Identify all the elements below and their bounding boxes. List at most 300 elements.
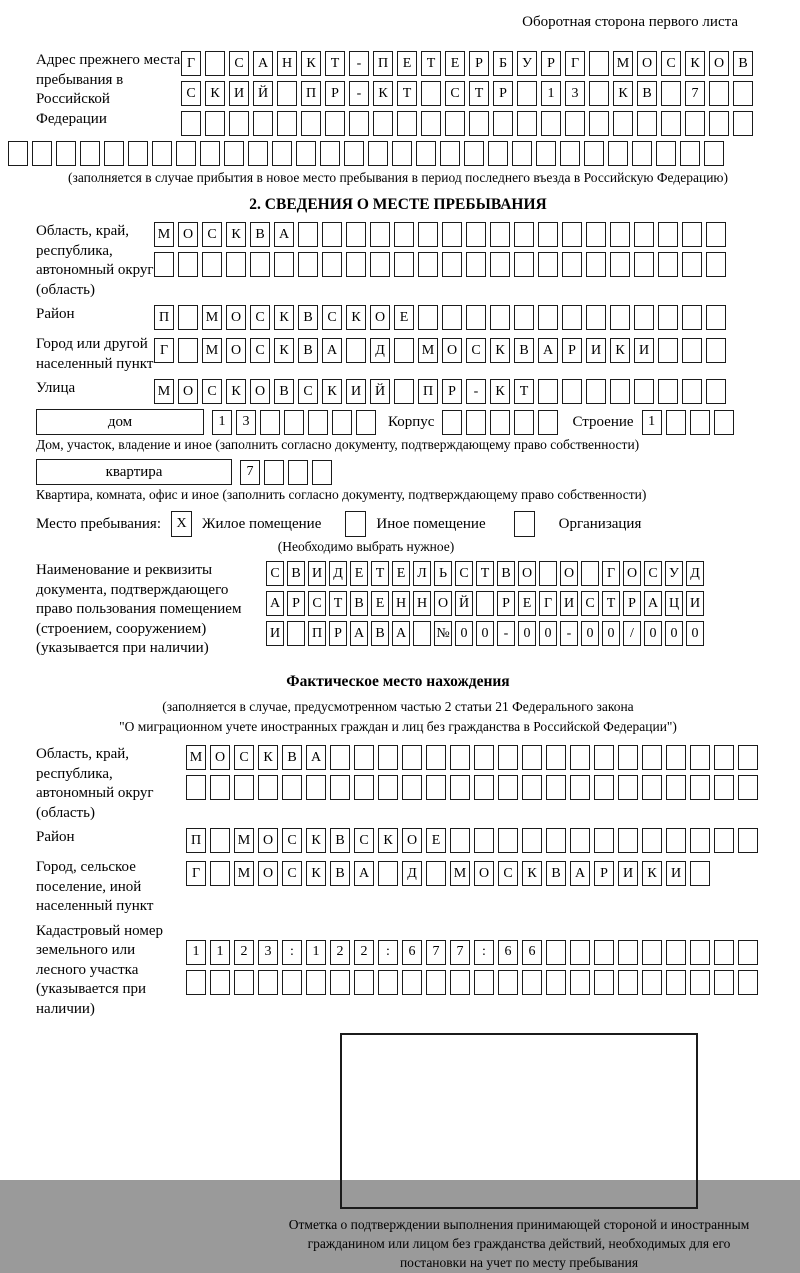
char-cell[interactable]: [346, 222, 366, 247]
char-cell[interactable]: 0: [665, 621, 683, 646]
char-cell[interactable]: О: [709, 51, 729, 76]
char-cell[interactable]: [608, 141, 628, 166]
char-cell[interactable]: [514, 252, 534, 277]
char-cell[interactable]: Й: [455, 591, 473, 616]
char-cell[interactable]: [421, 81, 441, 106]
char-cell[interactable]: [584, 141, 604, 166]
char-cell[interactable]: С: [298, 379, 318, 404]
char-cell[interactable]: Т: [476, 561, 494, 586]
char-cell[interactable]: [618, 745, 638, 770]
char-cell[interactable]: С: [202, 222, 222, 247]
char-cell[interactable]: И: [618, 861, 638, 886]
char-cell[interactable]: С: [250, 338, 270, 363]
char-cell[interactable]: [250, 252, 270, 277]
char-cell[interactable]: Й: [370, 379, 390, 404]
char-cell[interactable]: П: [373, 51, 393, 76]
char-cell[interactable]: [418, 252, 438, 277]
char-cell[interactable]: Р: [287, 591, 305, 616]
char-cell[interactable]: Р: [329, 621, 347, 646]
char-cell[interactable]: [680, 141, 700, 166]
char-cell[interactable]: [536, 141, 556, 166]
char-cell[interactable]: [277, 111, 297, 136]
char-cell[interactable]: [325, 111, 345, 136]
char-cell[interactable]: К: [205, 81, 225, 106]
char-cell[interactable]: [426, 745, 446, 770]
char-cell[interactable]: К: [306, 861, 326, 886]
char-cell[interactable]: [370, 222, 390, 247]
char-cell[interactable]: [426, 970, 446, 995]
char-cell[interactable]: [474, 828, 494, 853]
char-cell[interactable]: О: [258, 828, 278, 853]
char-cell[interactable]: Н: [277, 51, 297, 76]
char-cell[interactable]: [546, 775, 566, 800]
char-cell[interactable]: -: [349, 51, 369, 76]
char-cell[interactable]: А: [570, 861, 590, 886]
char-cell[interactable]: Д: [370, 338, 390, 363]
char-cell[interactable]: И: [686, 591, 704, 616]
char-cell[interactable]: [394, 338, 414, 363]
char-cell[interactable]: 3: [565, 81, 585, 106]
char-cell[interactable]: [565, 111, 585, 136]
char-cell[interactable]: С: [202, 379, 222, 404]
char-cell[interactable]: [402, 745, 422, 770]
char-cell[interactable]: [586, 222, 606, 247]
char-cell[interactable]: [538, 410, 558, 435]
char-cell[interactable]: [690, 940, 710, 965]
char-cell[interactable]: [370, 252, 390, 277]
char-cell[interactable]: [685, 111, 705, 136]
char-cell[interactable]: К: [274, 338, 294, 363]
char-cell[interactable]: А: [322, 338, 342, 363]
char-cell[interactable]: [522, 775, 542, 800]
char-cell[interactable]: О: [178, 379, 198, 404]
char-cell[interactable]: -: [560, 621, 578, 646]
char-cell[interactable]: П: [301, 81, 321, 106]
char-cell[interactable]: [706, 305, 726, 330]
char-cell[interactable]: М: [418, 338, 438, 363]
char-cell[interactable]: [514, 410, 534, 435]
char-cell[interactable]: Р: [493, 81, 513, 106]
char-cell[interactable]: О: [623, 561, 641, 586]
char-cell[interactable]: П: [186, 828, 206, 853]
char-cell[interactable]: 7: [685, 81, 705, 106]
char-cell[interactable]: И: [266, 621, 284, 646]
char-cell[interactable]: Ь: [434, 561, 452, 586]
char-cell[interactable]: [282, 970, 302, 995]
char-cell[interactable]: 2: [330, 940, 350, 965]
char-cell[interactable]: [498, 745, 518, 770]
char-cell[interactable]: [522, 970, 542, 995]
char-cell[interactable]: 6: [498, 940, 518, 965]
char-cell[interactable]: [634, 305, 654, 330]
char-cell[interactable]: [610, 222, 630, 247]
char-cell[interactable]: С: [266, 561, 284, 586]
char-cell[interactable]: [658, 379, 678, 404]
char-cell[interactable]: №: [434, 621, 452, 646]
char-cell[interactable]: С: [181, 81, 201, 106]
char-cell[interactable]: [642, 745, 662, 770]
char-cell[interactable]: [248, 141, 268, 166]
char-cell[interactable]: К: [301, 51, 321, 76]
char-cell[interactable]: [260, 410, 280, 435]
char-cell[interactable]: [466, 410, 486, 435]
char-cell[interactable]: [706, 338, 726, 363]
checkbox-zhiloe[interactable]: X: [171, 511, 192, 537]
char-cell[interactable]: [658, 222, 678, 247]
char-cell[interactable]: :: [282, 940, 302, 965]
char-cell[interactable]: [394, 379, 414, 404]
char-cell[interactable]: [498, 775, 518, 800]
char-cell[interactable]: [594, 775, 614, 800]
char-cell[interactable]: [392, 141, 412, 166]
char-cell[interactable]: [378, 861, 398, 886]
char-cell[interactable]: М: [450, 861, 470, 886]
char-cell[interactable]: 1: [186, 940, 206, 965]
char-cell[interactable]: [394, 252, 414, 277]
char-cell[interactable]: Д: [329, 561, 347, 586]
char-cell[interactable]: [205, 51, 225, 76]
char-cell[interactable]: [661, 111, 681, 136]
char-cell[interactable]: [178, 252, 198, 277]
char-cell[interactable]: Г: [539, 591, 557, 616]
char-cell[interactable]: [229, 111, 249, 136]
char-cell[interactable]: -: [349, 81, 369, 106]
char-cell[interactable]: 0: [455, 621, 473, 646]
char-cell[interactable]: [706, 379, 726, 404]
char-cell[interactable]: С: [644, 561, 662, 586]
char-cell[interactable]: О: [258, 861, 278, 886]
char-cell[interactable]: [272, 141, 292, 166]
char-cell[interactable]: [666, 775, 686, 800]
char-cell[interactable]: Е: [392, 561, 410, 586]
char-cell[interactable]: [522, 745, 542, 770]
char-cell[interactable]: [589, 51, 609, 76]
char-cell[interactable]: [570, 775, 590, 800]
char-cell[interactable]: [714, 970, 734, 995]
char-cell[interactable]: 0: [644, 621, 662, 646]
char-cell[interactable]: К: [322, 379, 342, 404]
char-cell[interactable]: 6: [522, 940, 542, 965]
char-cell[interactable]: К: [274, 305, 294, 330]
char-cell[interactable]: В: [371, 621, 389, 646]
char-cell[interactable]: С: [308, 591, 326, 616]
char-cell[interactable]: [322, 252, 342, 277]
char-cell[interactable]: П: [154, 305, 174, 330]
char-cell[interactable]: [128, 141, 148, 166]
char-cell[interactable]: [490, 410, 510, 435]
char-cell[interactable]: К: [522, 861, 542, 886]
char-cell[interactable]: [546, 970, 566, 995]
char-cell[interactable]: М: [154, 379, 174, 404]
char-cell[interactable]: 3: [236, 410, 256, 435]
char-cell[interactable]: [277, 81, 297, 106]
char-cell[interactable]: К: [610, 338, 630, 363]
char-cell[interactable]: 6: [402, 940, 422, 965]
char-cell[interactable]: [733, 111, 753, 136]
char-cell[interactable]: [594, 940, 614, 965]
char-cell[interactable]: В: [350, 591, 368, 616]
char-cell[interactable]: [284, 410, 304, 435]
char-cell[interactable]: О: [178, 222, 198, 247]
char-cell[interactable]: К: [613, 81, 633, 106]
char-cell[interactable]: К: [258, 745, 278, 770]
char-cell[interactable]: [512, 141, 532, 166]
char-cell[interactable]: В: [287, 561, 305, 586]
char-cell[interactable]: [666, 745, 686, 770]
char-cell[interactable]: [514, 222, 534, 247]
char-cell[interactable]: [738, 970, 758, 995]
char-cell[interactable]: :: [378, 940, 398, 965]
char-cell[interactable]: [517, 81, 537, 106]
char-cell[interactable]: 1: [212, 410, 232, 435]
char-cell[interactable]: [690, 861, 710, 886]
char-cell[interactable]: [618, 775, 638, 800]
char-cell[interactable]: [490, 305, 510, 330]
char-cell[interactable]: [546, 745, 566, 770]
char-cell[interactable]: [666, 970, 686, 995]
char-cell[interactable]: [642, 970, 662, 995]
char-cell[interactable]: [570, 970, 590, 995]
char-cell[interactable]: [738, 775, 758, 800]
char-cell[interactable]: [690, 775, 710, 800]
char-cell[interactable]: К: [226, 222, 246, 247]
char-cell[interactable]: [56, 141, 76, 166]
char-cell[interactable]: К: [226, 379, 246, 404]
char-cell[interactable]: К: [490, 379, 510, 404]
char-cell[interactable]: [714, 410, 734, 435]
char-cell[interactable]: [80, 141, 100, 166]
char-cell[interactable]: [466, 305, 486, 330]
char-cell[interactable]: [690, 745, 710, 770]
char-cell[interactable]: [378, 970, 398, 995]
char-cell[interactable]: [539, 561, 557, 586]
char-cell[interactable]: [682, 379, 702, 404]
char-cell[interactable]: [706, 252, 726, 277]
char-cell[interactable]: М: [154, 222, 174, 247]
char-cell[interactable]: И: [346, 379, 366, 404]
char-cell[interactable]: [354, 775, 374, 800]
char-cell[interactable]: [181, 111, 201, 136]
char-cell[interactable]: О: [474, 861, 494, 886]
char-cell[interactable]: Е: [426, 828, 446, 853]
char-cell[interactable]: [104, 141, 124, 166]
char-cell[interactable]: И: [560, 591, 578, 616]
char-cell[interactable]: [714, 745, 734, 770]
char-cell[interactable]: [421, 111, 441, 136]
char-cell[interactable]: [714, 940, 734, 965]
char-cell[interactable]: [378, 775, 398, 800]
char-cell[interactable]: [418, 222, 438, 247]
char-cell[interactable]: [287, 621, 305, 646]
char-cell[interactable]: [469, 111, 489, 136]
char-cell[interactable]: А: [350, 621, 368, 646]
char-cell[interactable]: [152, 141, 172, 166]
char-cell[interactable]: [738, 745, 758, 770]
char-cell[interactable]: Й: [253, 81, 273, 106]
char-cell[interactable]: С: [322, 305, 342, 330]
char-cell[interactable]: [354, 745, 374, 770]
char-cell[interactable]: [274, 252, 294, 277]
char-cell[interactable]: 0: [686, 621, 704, 646]
char-cell[interactable]: [610, 252, 630, 277]
char-cell[interactable]: С: [466, 338, 486, 363]
char-cell[interactable]: [442, 305, 462, 330]
char-cell[interactable]: 7: [426, 940, 446, 965]
char-cell[interactable]: [450, 775, 470, 800]
char-cell[interactable]: 3: [258, 940, 278, 965]
char-cell[interactable]: Т: [514, 379, 534, 404]
char-cell[interactable]: С: [455, 561, 473, 586]
char-cell[interactable]: [562, 222, 582, 247]
char-cell[interactable]: [637, 111, 657, 136]
char-cell[interactable]: Т: [421, 51, 441, 76]
char-cell[interactable]: [658, 252, 678, 277]
char-cell[interactable]: [632, 141, 652, 166]
char-cell[interactable]: [490, 252, 510, 277]
char-cell[interactable]: С: [234, 745, 254, 770]
char-cell[interactable]: [560, 141, 580, 166]
char-cell[interactable]: В: [330, 828, 350, 853]
char-cell[interactable]: [210, 970, 230, 995]
char-cell[interactable]: -: [497, 621, 515, 646]
char-cell[interactable]: [349, 111, 369, 136]
char-cell[interactable]: [288, 460, 308, 485]
char-cell[interactable]: [344, 141, 364, 166]
char-cell[interactable]: А: [538, 338, 558, 363]
char-cell[interactable]: 2: [354, 940, 374, 965]
char-cell[interactable]: Т: [371, 561, 389, 586]
char-cell[interactable]: Р: [442, 379, 462, 404]
char-cell[interactable]: К: [346, 305, 366, 330]
char-cell[interactable]: [642, 940, 662, 965]
char-cell[interactable]: [634, 222, 654, 247]
char-cell[interactable]: [356, 410, 376, 435]
char-cell[interactable]: [178, 305, 198, 330]
char-cell[interactable]: [8, 141, 28, 166]
char-cell[interactable]: С: [250, 305, 270, 330]
char-cell[interactable]: [301, 111, 321, 136]
char-cell[interactable]: [589, 111, 609, 136]
char-cell[interactable]: [656, 141, 676, 166]
char-cell[interactable]: Л: [413, 561, 431, 586]
char-cell[interactable]: [298, 252, 318, 277]
char-cell[interactable]: [690, 410, 710, 435]
char-cell[interactable]: [282, 775, 302, 800]
char-cell[interactable]: [373, 111, 393, 136]
char-cell[interactable]: [498, 828, 518, 853]
char-cell[interactable]: [682, 338, 702, 363]
char-cell[interactable]: -: [466, 379, 486, 404]
char-cell[interactable]: 1: [541, 81, 561, 106]
char-cell[interactable]: В: [637, 81, 657, 106]
char-cell[interactable]: [682, 305, 702, 330]
char-cell[interactable]: [298, 222, 318, 247]
char-cell[interactable]: В: [298, 338, 318, 363]
char-cell[interactable]: [538, 379, 558, 404]
char-cell[interactable]: [642, 775, 662, 800]
char-cell[interactable]: [354, 970, 374, 995]
char-cell[interactable]: [690, 828, 710, 853]
char-cell[interactable]: [488, 141, 508, 166]
char-cell[interactable]: [682, 252, 702, 277]
char-cell[interactable]: В: [733, 51, 753, 76]
char-cell[interactable]: К: [306, 828, 326, 853]
char-cell[interactable]: Н: [413, 591, 431, 616]
char-cell[interactable]: Е: [371, 591, 389, 616]
char-cell[interactable]: [308, 410, 328, 435]
char-cell[interactable]: [464, 141, 484, 166]
char-cell[interactable]: Р: [594, 861, 614, 886]
char-cell[interactable]: [581, 561, 599, 586]
char-cell[interactable]: [154, 252, 174, 277]
char-cell[interactable]: [714, 775, 734, 800]
char-cell[interactable]: О: [442, 338, 462, 363]
char-cell[interactable]: [541, 111, 561, 136]
char-cell[interactable]: В: [282, 745, 302, 770]
char-cell[interactable]: С: [498, 861, 518, 886]
char-cell[interactable]: [445, 111, 465, 136]
char-cell[interactable]: [570, 745, 590, 770]
char-cell[interactable]: [666, 410, 686, 435]
char-cell[interactable]: [440, 141, 460, 166]
char-cell[interactable]: [210, 828, 230, 853]
char-cell[interactable]: [402, 775, 422, 800]
char-cell[interactable]: [570, 940, 590, 965]
char-cell[interactable]: [450, 970, 470, 995]
char-cell[interactable]: 0: [518, 621, 536, 646]
char-cell[interactable]: [538, 305, 558, 330]
char-cell[interactable]: [178, 338, 198, 363]
char-cell[interactable]: [613, 111, 633, 136]
char-cell[interactable]: [234, 775, 254, 800]
char-cell[interactable]: А: [306, 745, 326, 770]
char-cell[interactable]: И: [229, 81, 249, 106]
char-cell[interactable]: [514, 305, 534, 330]
char-cell[interactable]: О: [637, 51, 657, 76]
char-cell[interactable]: [642, 828, 662, 853]
char-cell[interactable]: [202, 252, 222, 277]
char-cell[interactable]: 1: [210, 940, 230, 965]
char-cell[interactable]: [234, 970, 254, 995]
char-cell[interactable]: [474, 970, 494, 995]
char-cell[interactable]: Г: [186, 861, 206, 886]
char-cell[interactable]: [330, 745, 350, 770]
char-cell[interactable]: [706, 222, 726, 247]
char-cell[interactable]: С: [229, 51, 249, 76]
char-cell[interactable]: У: [517, 51, 537, 76]
char-cell[interactable]: И: [586, 338, 606, 363]
char-cell[interactable]: [426, 861, 446, 886]
char-cell[interactable]: 0: [602, 621, 620, 646]
char-cell[interactable]: А: [266, 591, 284, 616]
char-cell[interactable]: [320, 141, 340, 166]
char-cell[interactable]: В: [250, 222, 270, 247]
char-cell[interactable]: Е: [350, 561, 368, 586]
char-cell[interactable]: О: [560, 561, 578, 586]
char-cell[interactable]: В: [298, 305, 318, 330]
char-cell[interactable]: [570, 828, 590, 853]
char-cell[interactable]: [466, 222, 486, 247]
char-cell[interactable]: Р: [541, 51, 561, 76]
char-cell[interactable]: [176, 141, 196, 166]
char-cell[interactable]: [517, 111, 537, 136]
char-cell[interactable]: 0: [539, 621, 557, 646]
char-cell[interactable]: [538, 222, 558, 247]
char-cell[interactable]: О: [518, 561, 536, 586]
char-cell[interactable]: Д: [402, 861, 422, 886]
char-cell[interactable]: [258, 970, 278, 995]
char-cell[interactable]: А: [253, 51, 273, 76]
